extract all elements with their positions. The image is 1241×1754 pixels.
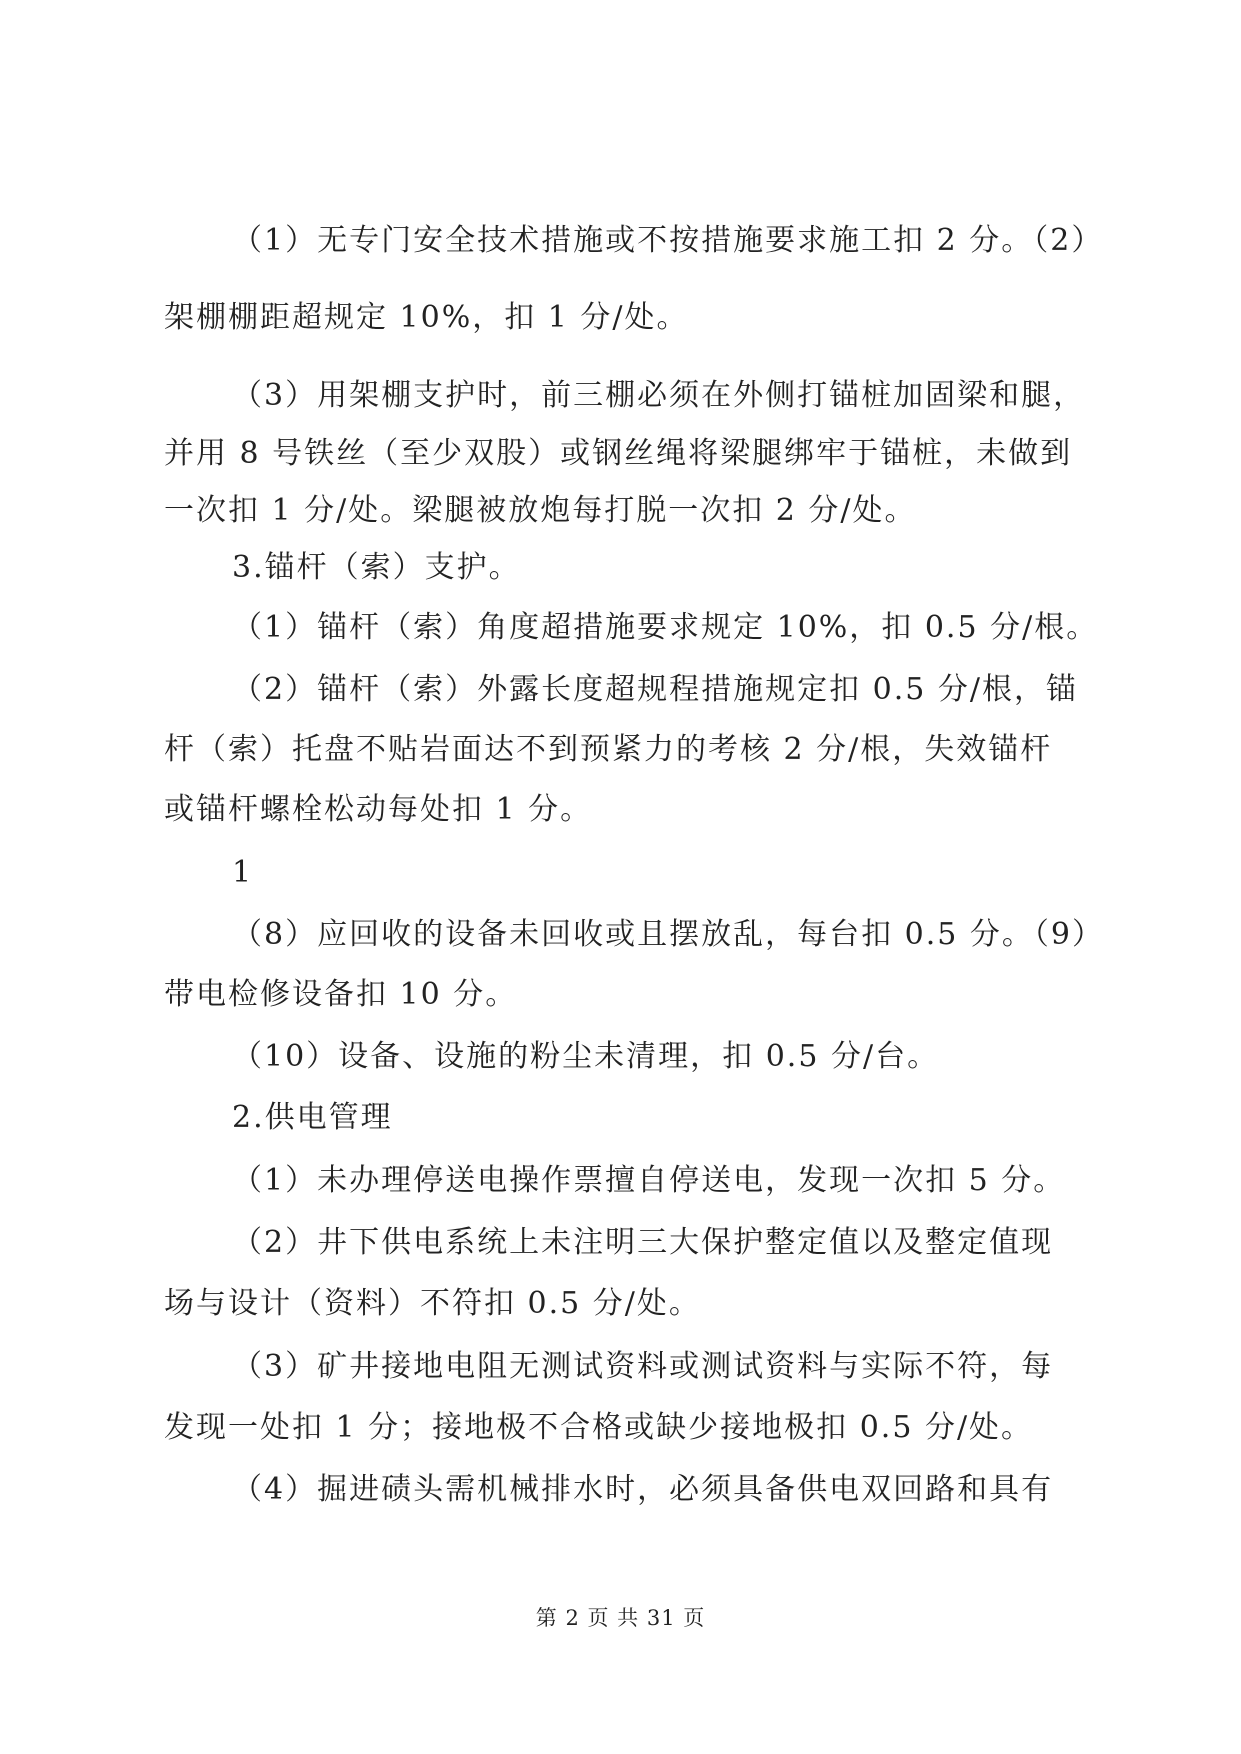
text-line: 架棚棚距超规定 10%，扣 1 分/处。 (164, 300, 689, 335)
text-line: 发现一处扣 1 分；接地极不合格或缺少接地极扣 0.5 分/处。 (164, 1410, 1034, 1445)
text-line: 杆（索）托盘不贴岩面达不到预紧力的考核 2 分/根，失效锚杆 (164, 732, 1053, 767)
text-line: （3）矿井接地电阻无测试资料或测试资料与实际不符，每 (232, 1349, 1054, 1384)
text-line: 或锚杆螺栓松动每处扣 1 分。 (164, 792, 593, 827)
text-line: 带电检修设备扣 10 分。 (164, 977, 518, 1012)
text-line: （2）井下供电系统上未注明三大保护整定值以及整定值现 (232, 1225, 1054, 1260)
text-line: （3）用架棚支护时，前三棚必须在外侧打锚桩加固梁和腿， (232, 378, 1086, 413)
text-line: 一次扣 1 分/处。梁腿被放炮每打脱一次扣 2 分/处。 (164, 493, 917, 528)
text-line: （10）设备、设施的粉尘未清理，扣 0.5 分/台。 (232, 1039, 940, 1074)
text-line: （1）未办理停送电操作票擅自停送电，发现一次扣 5 分。 (232, 1163, 1066, 1198)
text-line: 场与设计（资料）不符扣 0.5 分/处。 (164, 1286, 701, 1321)
text-line: 并用 8 号铁丝（至少双股）或钢丝绳将梁腿绑牢于锚桩，未做到 (164, 436, 1073, 471)
section-heading: 2.供电管理 (232, 1100, 393, 1135)
text-line: （8）应回收的设备未回收或且摆放乱，每台扣 0.5 分。（9） (232, 917, 1104, 952)
page-footer: 第 2 页 共 31 页 (535, 1606, 706, 1630)
text-line: （1）无专门安全技术措施或不按措施要求施工扣 2 分。（2） (232, 223, 1104, 258)
text-line: （4）掘进碛头需机械排水时，必须具备供电双回路和具有 (232, 1472, 1054, 1507)
stray-page-number: 1 (232, 855, 254, 890)
text-line: （2）锚杆（索）外露长度超规程措施规定扣 0.5 分/根，锚 (232, 672, 1078, 707)
section-heading: 3.锚杆（索）支护。 (232, 550, 521, 585)
text-line: （1）锚杆（索）角度超措施要求规定 10%，扣 0.5 分/根。 (232, 610, 1099, 645)
